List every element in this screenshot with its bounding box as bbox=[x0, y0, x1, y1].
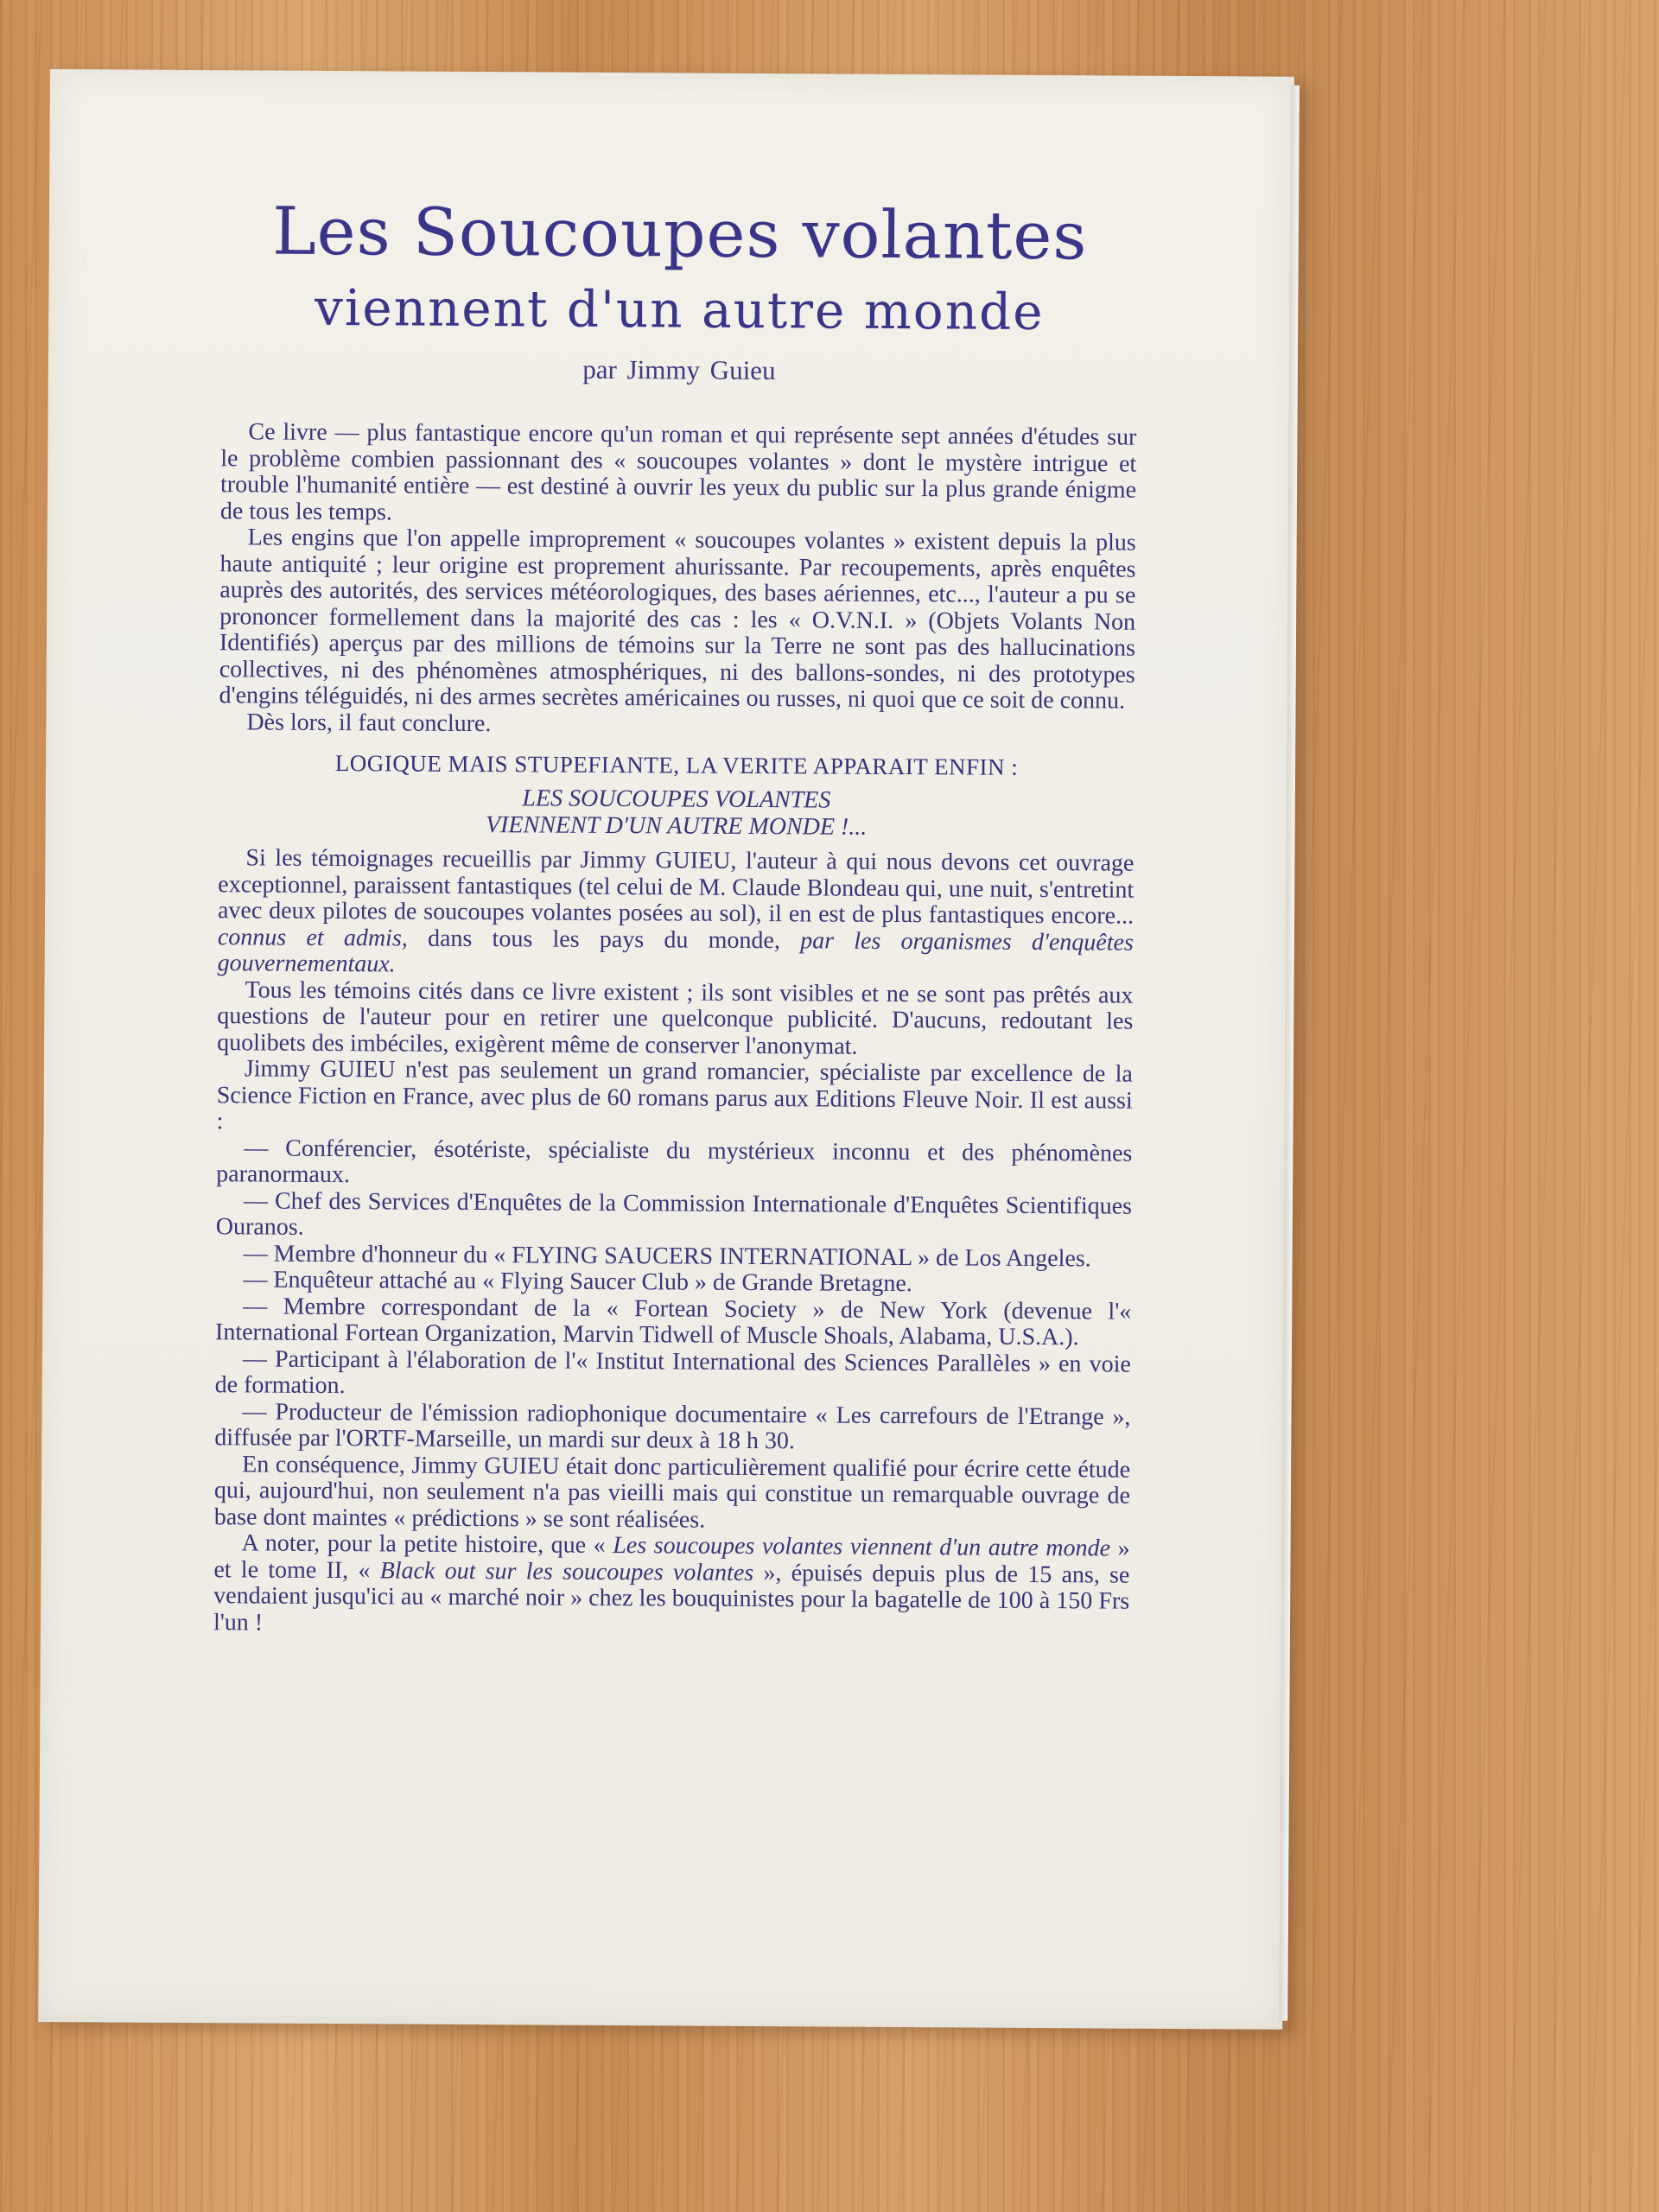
paragraph-temoins: Tous les témoins cités dans ce livre existent ; ils sont visibles et ne se sont pas prêtés aux questions de l'auteur pour en retirer une quelconque publicité. D'aucuns, redoutant les quolibets des imbéciles, exigèrent même de conserver l'anonymat. bbox=[217, 976, 1134, 1060]
temoignages-text: Si les témoignages recueillis par Jimmy GUIEU, l'auteur à qui nous devons cet ouvrage exceptionnel, paraissent fantastiques (tel celui de M. Claude Blondeau qui, une nuit, s'entretint avec deux pilotes de soucoupes volantes posées au sol), il en est de plus fantastiques encore... bbox=[217, 844, 1135, 930]
headline-verite: LOGIQUE MAIS STUPEFIANTE, LA VERITE APPARAIT ENFIN : bbox=[334, 750, 1019, 780]
list-item-membre-correspondant: — Membre correspondant de la « Fortean Society » de New York (devenue l'« International Fortean Organization, Marvin Tidwell of Muscle Shoals, Alabama, U.S.A.). bbox=[214, 1292, 1132, 1351]
paragraph-temoignages bbox=[218, 845, 1135, 982]
paragraph-intro: Ce livre — plus fantastique encore qu'un roman et qui représente sept années d'études sur le problème combien passionnant des « soucoupes volantes » dont le mystère intrigue et trouble l'humanité entière — est destiné à ouvrir les yeux du public sur la plus grande énigme de tous les temps. bbox=[219, 418, 1137, 525]
book-subtitle: viennent d'un autre monde bbox=[314, 277, 1045, 342]
list-item-producteur: — Producteur de l'émission radiophonique documentaire « Les carrefours de l'Etrange », diffusée par l'ORTF-Marseille, un mardi sur deux à 18 h 30. bbox=[214, 1397, 1131, 1455]
list-item-participant: — Participant à l'élaboration de l'« Institut International des Sciences Parallèles » en voie de formation. bbox=[214, 1344, 1131, 1400]
a-noter-text-1: A noter, pour la petite histoire, que « bbox=[241, 1529, 606, 1559]
a-noter-title-1: Les soucoupes volantes viennent d'un autre monde bbox=[613, 1532, 1111, 1562]
list-item-enqueteur: — Enquêteur attaché au « Flying Saucer Club » de Grande Bretagne. bbox=[243, 1266, 912, 1298]
temoignages-italic-1: connus et admis, bbox=[217, 923, 408, 952]
paragraph-a-noter bbox=[213, 1530, 1130, 1641]
book-back-cover bbox=[38, 69, 1294, 2030]
paragraph-consequence: En conséquence, Jimmy GUIEU était donc particulièrement qualifié pour écrire cette étude qui, aujourd'hui, non seulement n'a pas vieilli mais qui constitue un remarquable ouvrage de base dont maintes « prédictions » se sont réalisées. bbox=[213, 1450, 1131, 1534]
italic-line-1: LES SOUCOUPES VOLANTES bbox=[522, 785, 831, 814]
list-item-membre-honneur: — Membre d'honneur du « FLYING SAUCERS INTERNATIONAL » de Los Angeles. bbox=[243, 1239, 1091, 1272]
list-item-chef-services: — Chef des Services d'Enquêtes de la Commission Internationale d'Enquêtes Scientifiques Ouranos. bbox=[215, 1186, 1133, 1241]
a-noter-text-2: » et le tome II, « bbox=[213, 1535, 1130, 1584]
list-item-conferencier: — Conférencier, ésotériste, spécialiste du mystérieux inconnu et des phénomènes paranormaux. bbox=[216, 1134, 1133, 1189]
paragraph-engins: Les engins que l'on appelle improprement « soucoupes volantes » existent depuis la plus haute antiquité ; leur origine est proprement ahurissante. Par recoupements, après enquêtes auprès des autorités, des services météorologiques, des bases aériennes, etc..., l'auteur a pu se prononcer formellement dans la majorité des cas : les « O.V.N.I. » (Objets Volants Non Identifiés) aperçus par des millions de témoins sur la Terre ne sont pas des hallucinations collectives, ni des phénomènes atmosphériques, ni des ballons-sondes, ni des prototypes d'engins téléguidés, ni des armes secrètes américaines ou russes, ni quoi que ce soit de connu. bbox=[219, 524, 1136, 715]
a-noter-text-3: », épuisés depuis plus de 15 ans, se vendaient jusqu'ici au « marché noir » chez les bouquinistes pour la bagatelle de 100 à 150 Frs l'un ! bbox=[213, 1559, 1130, 1637]
book-title: Les Soucoupes volantes bbox=[271, 192, 1088, 275]
temoignages-italic-2: par les organismes d'enquêtes gouvernementaux. bbox=[217, 926, 1134, 978]
paragraph-auteur: Jimmy GUIEU n'est pas seulement un grand romancier, spécialiste par excellence de la Science Fiction en France, avec plus de 60 romans parus aux Editions Fleuve Noir. Il est aussi : bbox=[216, 1055, 1134, 1135]
paragraph-conclure: Dès lors, il faut conclure. bbox=[246, 708, 492, 737]
italic-line-2: VIENNENT D'UN AUTRE MONDE !... bbox=[485, 810, 868, 841]
author-line: par Jimmy Guieu bbox=[582, 353, 776, 386]
cover-text bbox=[213, 191, 1138, 1641]
a-noter-title-2: Black out sur les soucoupes volantes bbox=[379, 1556, 754, 1586]
italic-tagline bbox=[219, 784, 1135, 842]
temoignages-text-2: dans tous les pays du monde, bbox=[427, 925, 780, 954]
